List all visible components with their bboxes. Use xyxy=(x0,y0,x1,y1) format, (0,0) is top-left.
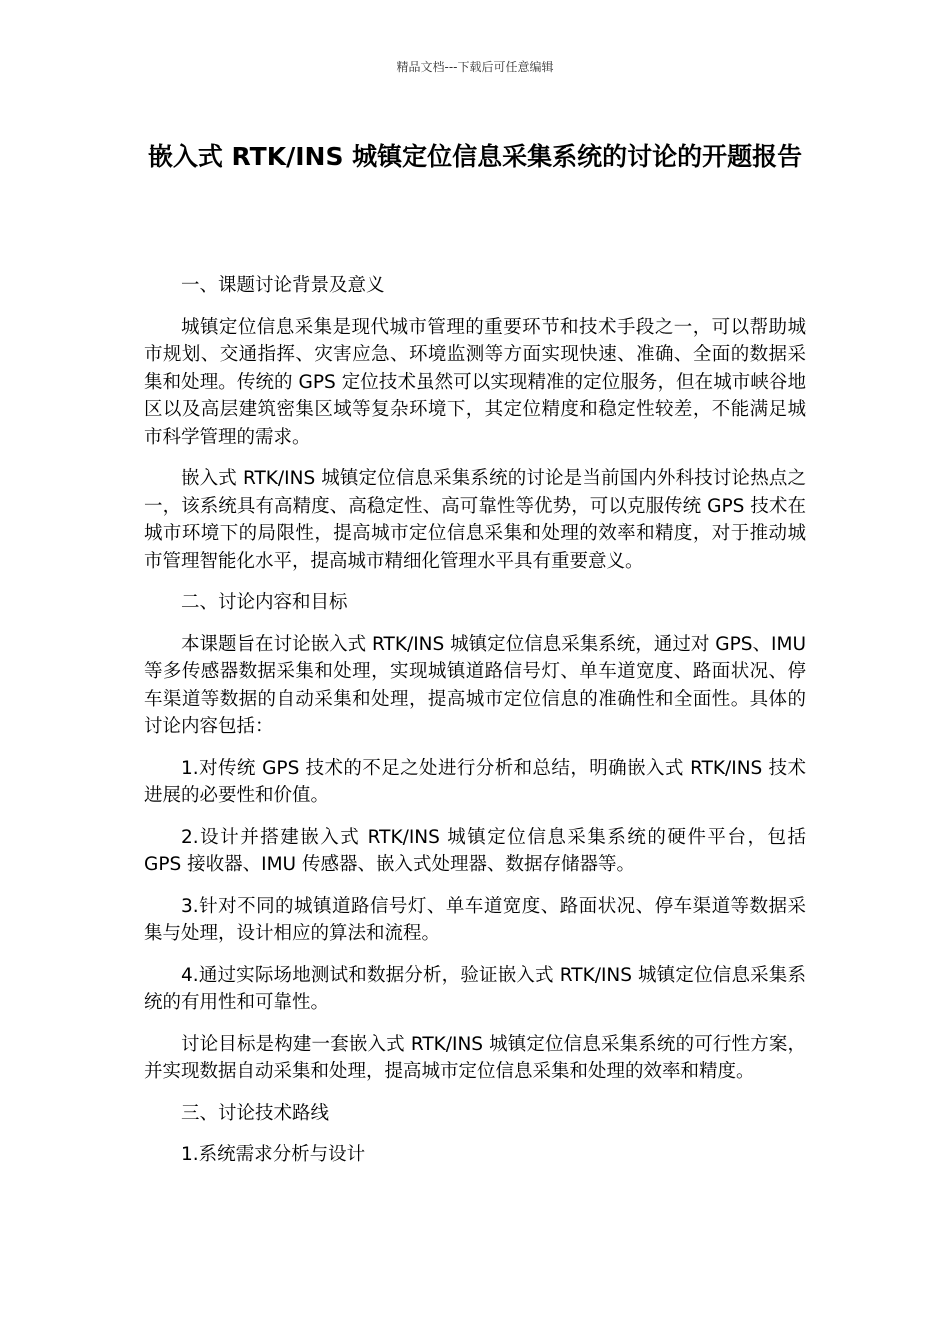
section-heading-technical-route: 三、讨论技术路线 xyxy=(181,1102,330,1124)
list-item-4: 4.通过实际场地测试和数据分析，验证嵌入式 RTK/INS 城镇定位信息采集系统的有用性和可靠性。 xyxy=(144,964,806,1013)
page-header-note: 精品文档---下载后可任意编辑 xyxy=(396,60,554,74)
list-item-2: 2.设计并搭建嵌入式 RTK/INS 城镇定位信息采集系统的硬件平台，包括 GPS 接收器、IMU 传感器、嵌入式处理器、数据存储器等。 xyxy=(144,826,806,875)
document-body xyxy=(144,272,806,1183)
paragraph-goal: 讨论目标是构建一套嵌入式 RTK/INS 城镇定位信息采集系统的可行性方案，并实现数据自动采集和处理，提高城市定位信息采集和处理的效率和精度。 xyxy=(144,1033,806,1082)
list-item-3: 3.针对不同的城镇道路信号灯、单车道宽度、路面状况、停车渠道等数据采集与处理，设计相应的算法和流程。 xyxy=(144,895,806,944)
list-item-1: 1.对传统 GPS 技术的不足之处进行分析和总结，明确嵌入式 RTK/INS 技术进展的必要性和价值。 xyxy=(144,757,806,806)
document-title: 嵌入式 RTK/INS 城镇定位信息采集系统的讨论的开题报告 xyxy=(147,142,803,171)
section-heading-background: 一、课题讨论背景及意义 xyxy=(181,275,385,296)
paragraph-background-1: 城镇定位信息采集是现代城市管理的重要环节和技术手段之一，可以帮助城市规划、交通指挥、灾害应急、环境监测等方面实现快速、准确、全面的数据采集和处理。传统的 GPS 定位技术虽然可以实现精准的定位服务，但在城市峡谷地区以及高层建筑密集区域等复杂环境下，其定位精度和稳定性较差，不能满足城市科学管理的需求。 xyxy=(144,316,806,448)
paragraph-background-2: 嵌入式 RTK/INS 城镇定位信息采集系统的讨论是当前国内外科技讨论热点之一，该系统具有高精度、高稳定性、高可靠性等优势，可以克服传统 GPS 技术在城市环境下的局限性，提高城市定位信息采集和处理的效率和精度，对于推动城市管理智能化水平，提高城市精细化管理水平具有重要意义。 xyxy=(144,468,806,572)
paragraph-content-intro: 本课题旨在讨论嵌入式 RTK/INS 城镇定位信息采集系统，通过对 GPS、IMU 等多传感器数据采集和处理，实现城镇道路信号灯、单车道宽度、路面状况、停车渠道等数据的自动采集和处理，提高城市定位信息的准确性和全面性。具体的讨论内容包括： xyxy=(144,633,806,737)
subsection-heading-requirements: 1.系统需求分析与设计 xyxy=(181,1144,366,1165)
section-heading-content-goals: 二、讨论内容和目标 xyxy=(181,592,348,613)
